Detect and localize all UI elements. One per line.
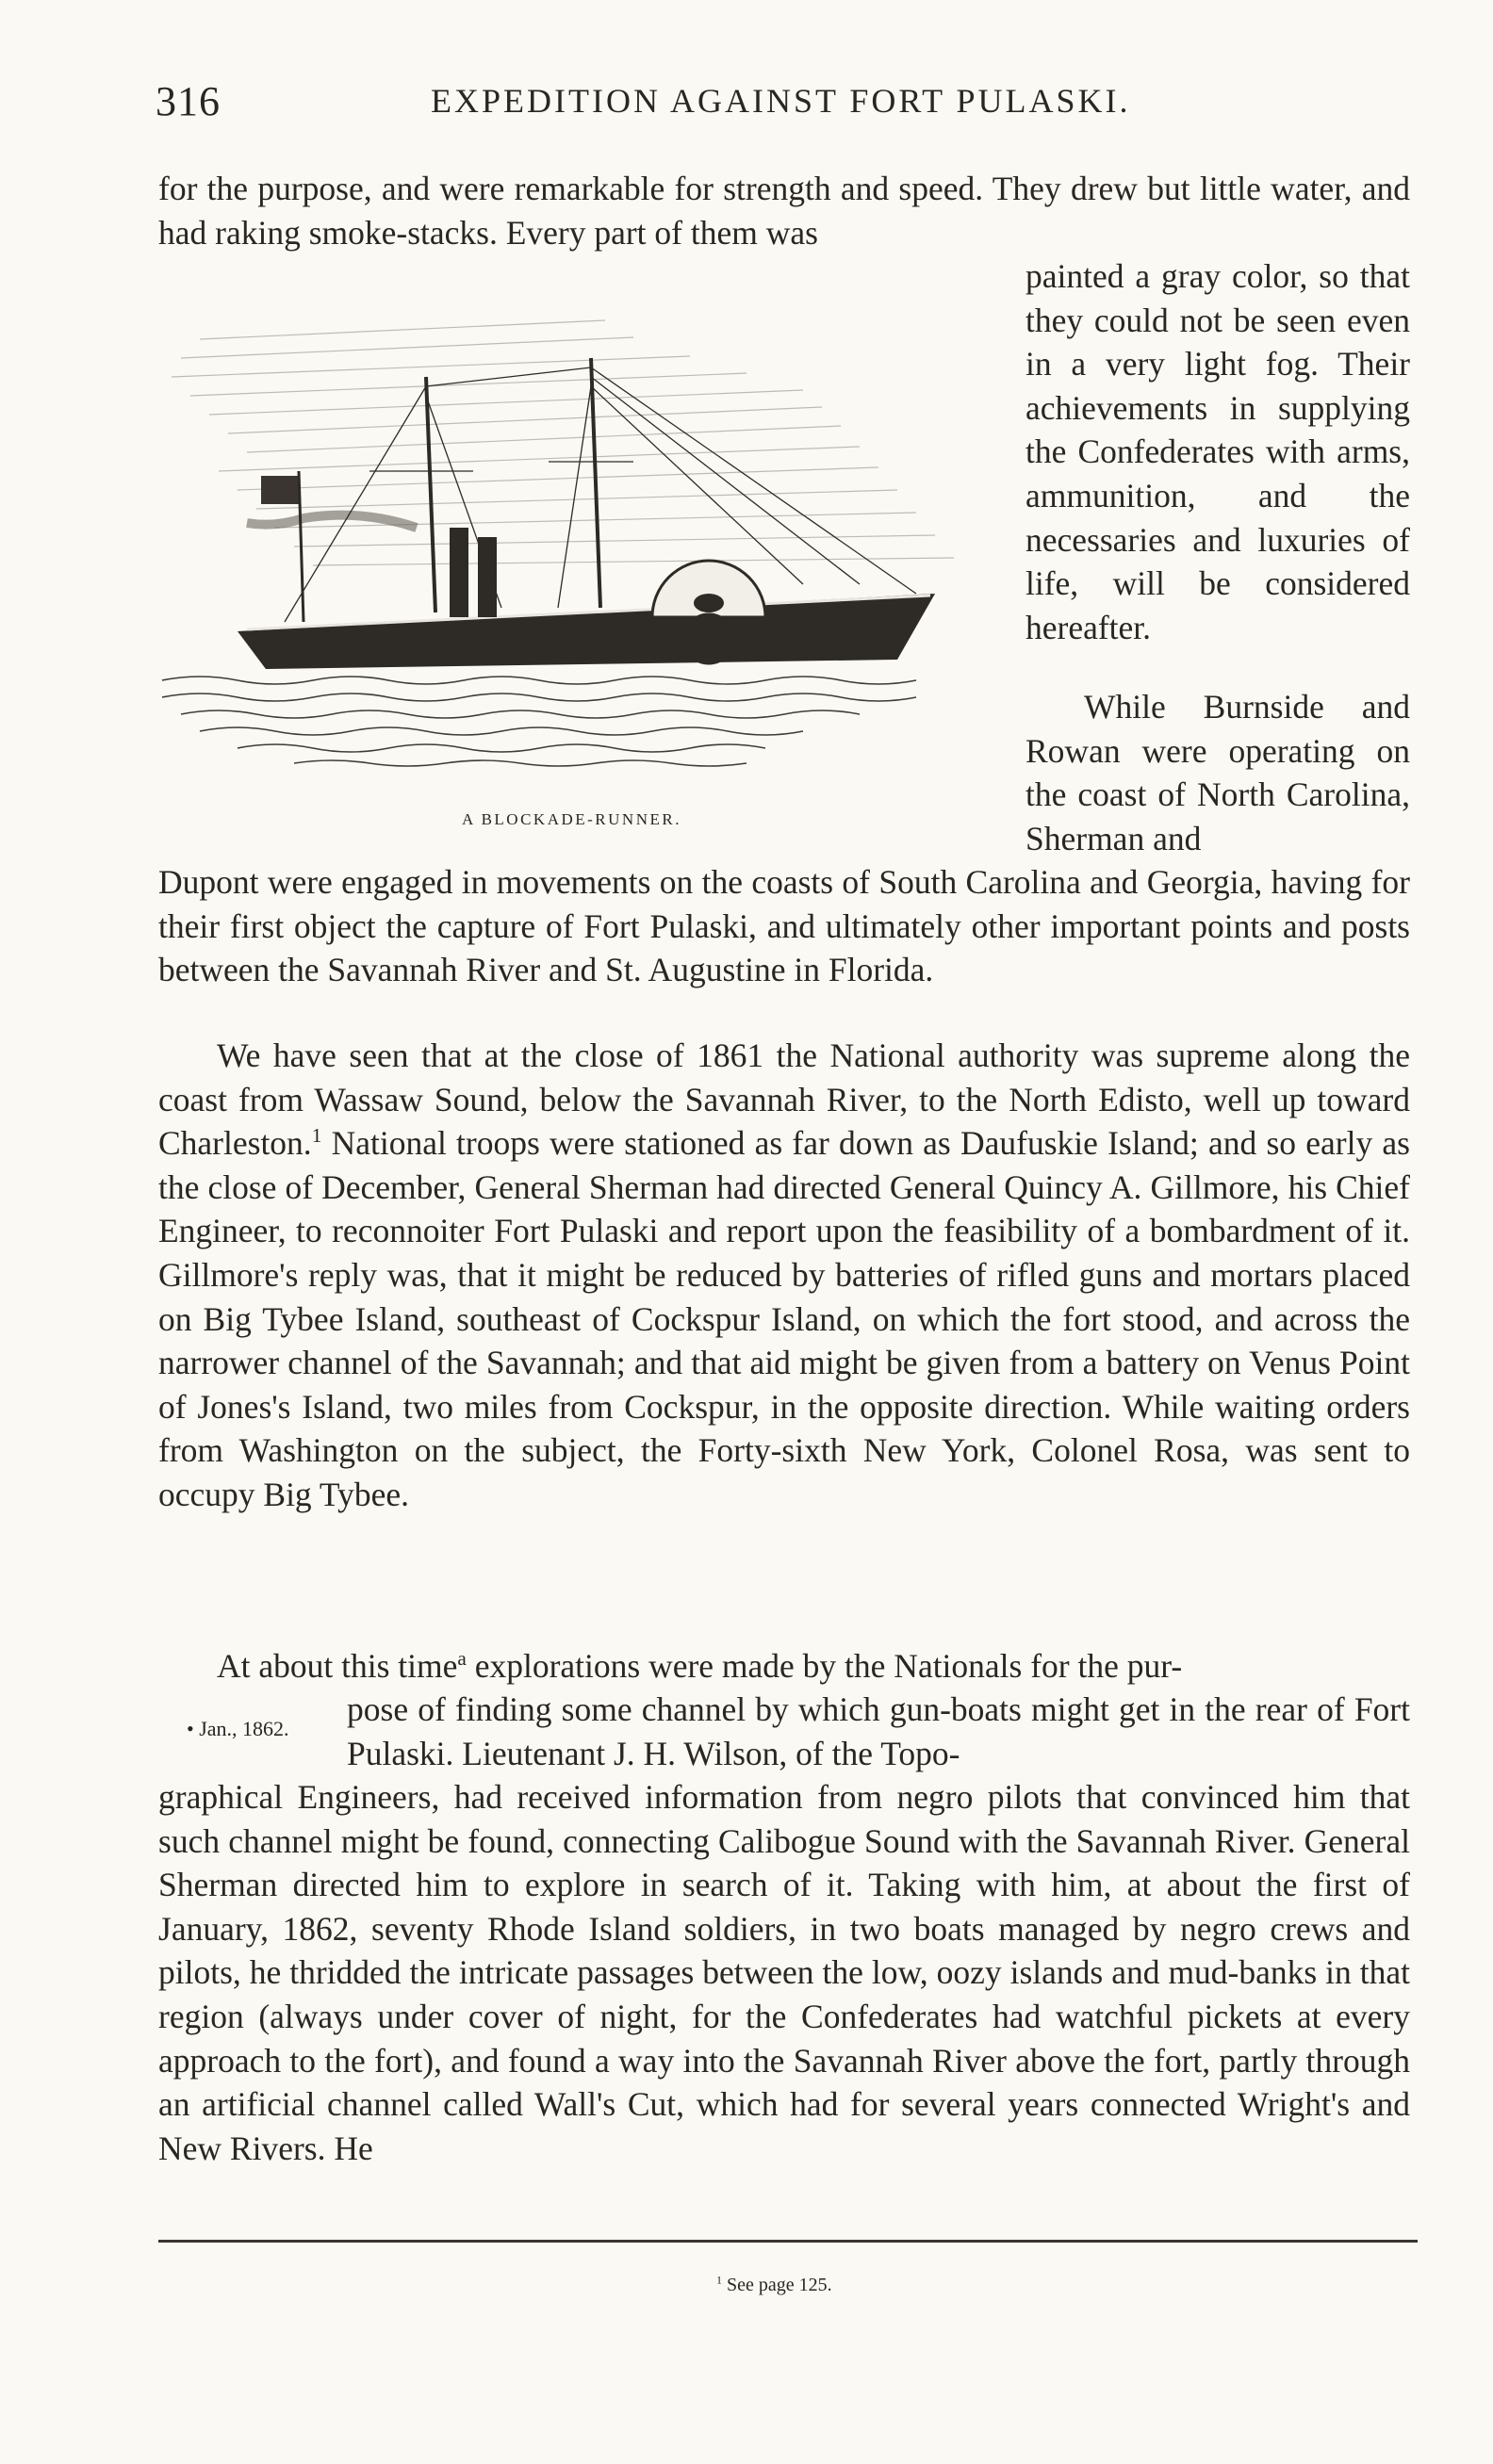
paragraph-at-about bbox=[158, 1644, 1410, 1688]
footnote-rule bbox=[158, 2240, 1418, 2243]
paragraph-right-column-2: While Burnside and Rowan were operating on the coast of North Carolina, Sherman and bbox=[1025, 688, 1410, 857]
blockade-runner-illustration bbox=[162, 283, 1001, 777]
paragraph-at-about-side: pose of finding some channel by which gun-boats might get in the rear of Fort Pulaski. Lieutenant J. H. Wilson, of the Topo- bbox=[347, 1690, 1410, 1772]
margin-note-marker: a bbox=[457, 1647, 467, 1671]
paragraph-at-about-rest: explorations were made by the Nationals for the pur- bbox=[466, 1647, 1183, 1685]
paragraph-right-column-1: painted a gray color, so that they could not be seen even in a very light fog. Their achievements in supplying the Confederates with arms, ammunition, and the necessaries and luxuries of life, will be considered hereafter. bbox=[1025, 257, 1410, 646]
illustration-caption: A BLOCKADE-RUNNER. bbox=[462, 810, 681, 828]
page-header bbox=[156, 77, 1414, 134]
footnote bbox=[716, 2275, 832, 2296]
margin-date-note: • Jan., 1862. bbox=[187, 1717, 289, 1740]
paragraph-we-have-seen-text: We have seen that at the close of 1861 the National authority was supreme along the coast from Wassaw Sound, below the Savannah River, to the North Edisto, well up toward Charleston. bbox=[158, 1036, 1410, 1163]
page-number: 316 bbox=[156, 78, 221, 124]
paragraph-we-have-seen bbox=[158, 1034, 1410, 1517]
running-head: EXPEDITION AGAINST FORT PULASKI. bbox=[431, 82, 1131, 120]
paragraph-at-about-text: At about this time bbox=[217, 1647, 458, 1685]
footnote-text: See page 125. bbox=[722, 2275, 832, 2295]
steamship-engraving bbox=[162, 283, 1001, 777]
paragraph-intro: for the purpose, and were remarkable for strength and speed. They drew but little water, and had raking smoke-stacks. Every part of them was bbox=[158, 170, 1410, 252]
footnote-mark: 1 bbox=[716, 2273, 722, 2287]
paragraph-we-have-seen-rest: National troops were stationed as far down as Daufuskie Island; and so early as the close of December, General Sherman had directed General Quincy A. Gillmore, his Chief Engineer, to reconnoiter Fort Pulaski and report upon the feasibility of a bombardment of it. Gillmore's reply was, that it might be reduced by batteries of rifled guns and mortars placed on Big Tybee Island, southeast of Cockspur Island, on which the fort stood, and across the narrower channel of the Savannah; and that aid might be given from a battery on Venus Point of Jones's Island, two miles from Cockspur, in the opposite direction. While waiting orders from Washington on the subject, the Forty-sixth New York, Colonel Rosa, was sent to occupy Big Tybee. bbox=[158, 1124, 1410, 1513]
paragraph-continuation: Dupont were engaged in movements on the coasts of South Carolina and Georgia, having for their first object the capture of Fort Pulaski, and ultimately other important points and posts between the Savannah River and St. Augustine in Florida. bbox=[158, 863, 1410, 989]
footnote-reference: 1 bbox=[311, 1124, 322, 1148]
paragraph-wilson: graphical Engineers, had received information from negro pilots that convinced him that such channel might be found, connecting Calibogue Sound with the Savannah River. General Sherman directed him to explore in search of it. Taking with him, at about the first of January, 1862, seventy Rhode Island soldiers, in two boats managed by negro crews and pilots, he thridded the intricate passages between the low, oozy islands and mud-banks in that region (always under cover of night, for the Confederates had watchful pickets at every approach to the fort), and found a way into the Savannah River above the fort, partly through an artificial channel called Wall's Cut, which had for several years connected Wright's and New Rivers. He bbox=[158, 1778, 1410, 2167]
